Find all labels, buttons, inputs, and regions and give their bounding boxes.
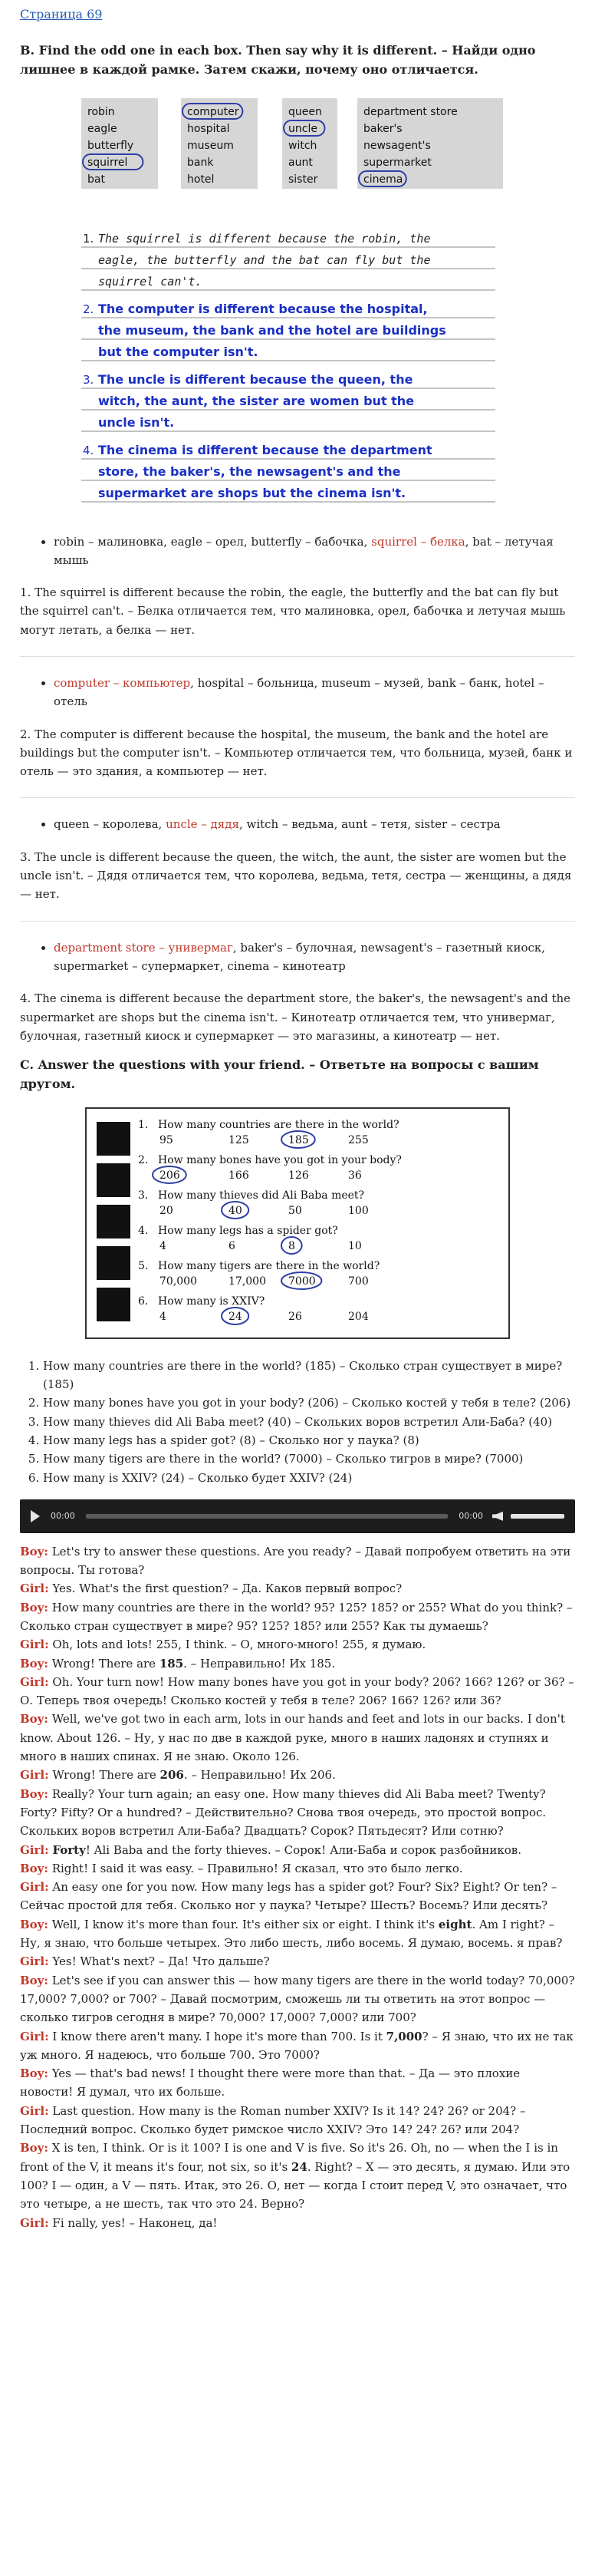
quiz-option: 255 [348, 1133, 369, 1146]
quiz-number: 1. [138, 1118, 149, 1131]
hand-answer-line: uncle isn't. [98, 414, 175, 430]
speaker-label: Girl: [20, 2103, 49, 2118]
vocabulary-item [54, 938, 575, 976]
divider [20, 921, 575, 922]
audio-time-end: 00:00 [459, 1510, 483, 1521]
quiz-option: 100 [348, 1204, 369, 1217]
dialogue-text: Oh, lots and lots! 255, I think. – О, много-много! 255, я думаю. [48, 1638, 426, 1652]
dialogue-text: Fi nally, yes! – Наконец, да! [48, 2215, 218, 2230]
quiz-option: 185 [288, 1133, 309, 1146]
box-word: witch [288, 139, 317, 152]
speaker-label: Girl: [20, 1880, 49, 1895]
quiz-option: 7000 [288, 1275, 316, 1288]
decor-spot [97, 1163, 130, 1197]
box-word: aunt [288, 156, 313, 169]
dialogue-line [20, 2214, 575, 2232]
page-link[interactable]: Страница 69 [20, 7, 103, 21]
speaker-label: Boy: [20, 1917, 48, 1931]
dialogue-text: . Am I right? – Ну, я знаю, что больше четырех. Это либо шесть, либо восемь. Я думаю, восемь. я прав? [20, 1917, 563, 1951]
speaker-label: Girl: [20, 1674, 49, 1689]
hand-answer-number: 4. [83, 443, 94, 457]
dialogue-answer: 206 [159, 1768, 184, 1783]
dialogue [20, 1542, 575, 2232]
vocabulary-item [54, 815, 575, 833]
vocabulary-list [20, 938, 575, 976]
quiz-question: How many is XXIV? [158, 1295, 265, 1308]
word-box [81, 98, 158, 189]
quiz-option: 26 [288, 1310, 302, 1323]
dialogue-text: Right! I said it was easy. – Правильно! Я сказал, что это было легко. [48, 1861, 463, 1875]
dialogue-text: Let's try to answer these questions. Are you ready? – Давай попробуем ответить на эти вопросы. Ты готова? [20, 1544, 571, 1578]
dialogue-line [20, 2102, 575, 2139]
divider [20, 797, 575, 798]
box-word: queen [288, 105, 322, 118]
vocab-highlight: department store – универмаг [54, 940, 233, 955]
hand-answer-number: 3. [83, 372, 94, 387]
dialogue-answer: 185 [159, 1656, 184, 1671]
dialogue-line [20, 1579, 575, 1598]
divider [20, 656, 575, 657]
quiz-question: How many countries are there in the world? [158, 1118, 399, 1131]
hand-answer-line: eagle, the butterfly and the bat can fly but the [98, 252, 431, 267]
dialogue-line [20, 1673, 575, 1710]
dialogue-line [20, 1766, 575, 1784]
box-word: supermarket [363, 156, 432, 169]
speaker-label: Girl: [20, 2215, 49, 2230]
quiz-option: 95 [159, 1133, 173, 1146]
speaker-label: Boy: [20, 1656, 48, 1671]
box-word: computer [187, 105, 239, 118]
box-word: museum [187, 139, 234, 152]
quiz-option: 700 [348, 1275, 369, 1288]
hand-answer-line: but the computer isn't. [98, 344, 258, 359]
dialogue-line [20, 2064, 575, 2102]
quiz-option: 10 [348, 1239, 362, 1252]
box-word: baker's [363, 122, 403, 135]
dialogue-line [20, 1878, 575, 1915]
speaker-label: Boy: [20, 2141, 48, 2155]
hand-answer [81, 232, 495, 290]
dialogue-line [20, 1971, 575, 2027]
dialogue-text: . – Неправильно! Их 206. [183, 1768, 336, 1783]
box-word: cinema [363, 173, 403, 186]
quiz-option: 126 [288, 1169, 309, 1182]
vocabulary-list [20, 815, 575, 833]
dialogue-line [20, 1710, 575, 1766]
box-word: sister [288, 173, 318, 186]
vocabulary-item [54, 533, 575, 570]
hand-answer-line: The computer is different because the hospital, [98, 301, 428, 316]
dialogue-text: . Right? – X — это десять, я думаю. Или это 100? I — один, а V — пять. Итак, это 26. О, нет — когда I стоит перед V, это означает, что это четыре, а не шесть, так что это 24. Верно? [20, 2159, 570, 2212]
hand-answer-number: 2. [83, 302, 94, 316]
hand-answer [81, 372, 495, 431]
quiz-question: How many thieves did Ali Baba meet? [158, 1189, 365, 1202]
quiz-option: 24 [228, 1310, 242, 1323]
vocab-highlight: squirrel – белка [371, 534, 465, 549]
box-word: squirrel [87, 156, 128, 169]
quiz-option: 4 [159, 1239, 166, 1252]
hand-answer-line: The squirrel is different because the robin, the [98, 231, 431, 246]
dialogue-text: Yes — that's bad news! I thought there were more than that. – Да — это плохие новости! Я думал, что их больше. [20, 2066, 521, 2099]
quiz-option: 36 [348, 1169, 362, 1182]
hand-answer-line: witch, the aunt, the sister are women but the [98, 393, 415, 408]
dialogue-line [20, 1542, 575, 1580]
hand-answer-number: 1. [83, 231, 94, 246]
quiz-option: 125 [228, 1133, 249, 1146]
box-word: hospital [187, 122, 230, 135]
dialogue-line [20, 2027, 575, 2065]
dialogue-text: Oh. Your turn now! How many bones have you got in your body? 206? 166? 126? or 36? – О. Теперь твоя очередь! Сколько костей у тебя в теле? 206? 166? 126? или 36? [20, 1674, 574, 1708]
quiz-option: 20 [159, 1204, 173, 1217]
section-c-heading: C. Answer the questions with your friend. – Ответьте на вопросы с вашим другом. [20, 1057, 539, 1091]
dialogue-text: Well, I know it's more than four. It's either six or eight. I think it's [48, 1917, 439, 1931]
vocab-text: queen – королева, [54, 817, 166, 832]
quiz-option: 40 [228, 1204, 242, 1217]
hand-answer [81, 443, 495, 502]
quiz-option: 50 [288, 1204, 302, 1217]
hand-answer [81, 302, 495, 361]
handwritten-answers-image [81, 229, 572, 520]
section-b-items [20, 533, 575, 1046]
box-word: uncle [288, 122, 317, 135]
hand-answer-line: The cinema is different because the department [98, 442, 432, 457]
question-item: 1. How many countries are there in the world? (185) – Сколько стран существует в мире? (185) [43, 1357, 575, 1394]
dialogue-line [20, 1598, 575, 1636]
vocabulary-item [54, 674, 575, 711]
audio-player [20, 1499, 575, 1533]
quiz-option: 4 [159, 1310, 166, 1323]
dialogue-text: Last question. How many is the Roman number XXIV? Is it 14? 24? 26? or 204? – Последний вопрос. Сколько будет римское число XXIV? Это 14? 24? 26? или 204? [20, 2103, 526, 2137]
speaker-label: Boy: [20, 2066, 48, 2081]
dialogue-text: Yes! What's next? – Да! Что дальше? [48, 1954, 270, 1969]
answer-paragraph: 4. The cinema is different because the department store, the baker's, the newsagent's and the supermarket are shops but the cinema isn't. – Кинотеатр отличается тем, что универмаг, булочная, газетный киоск и супермаркет — это магазины, а кинотеатр — нет. [20, 991, 571, 1043]
dialogue-line [20, 2139, 575, 2213]
question-item: 6. How many is XXIV? (24) – Сколько будет XXIV? (24) [43, 1469, 575, 1487]
speaker-label: Boy: [20, 1861, 48, 1875]
quiz-question: How many tigers are there in the world? [158, 1259, 380, 1272]
box-word: robin [87, 105, 115, 118]
dialogue-line [20, 1841, 575, 1859]
dialogue-text: An easy one for you now. How many legs has a spider got? Four? Six? Eight? Or ten? – Сейчас простой для тебя. Сколько ног у паука? Четыре? Шесть? Восемь? Или десять? [20, 1880, 557, 1913]
box-word: butterfly [87, 139, 134, 152]
hand-answer-line: supermarket are shops but the cinema isn't. [98, 485, 406, 500]
speaker-label: Girl: [20, 1954, 49, 1969]
quiz-option: 8 [288, 1239, 295, 1252]
hand-answer-line: store, the baker's, the newsagent's and the [98, 463, 401, 479]
dialogue-answer: Forty [52, 1842, 86, 1857]
volume-slider[interactable] [511, 1514, 564, 1519]
speaker-label: Girl: [20, 2029, 49, 2043]
vocab-text: , bat – летучая мышь [54, 534, 554, 567]
vocab-text: robin – малиновка, eagle – орел, butterfly – бабочка, [54, 534, 372, 549]
hand-answer-line: squirrel can't. [98, 274, 202, 289]
box-word: hotel [187, 173, 215, 186]
questions-list [20, 1357, 575, 1487]
dialogue-text: Yes. What's the first question? – Да. Каков первый вопрос? [48, 1582, 403, 1596]
question-item: 5. How many tigers are there in the world? (7000) – Сколько тигров в мире? (7000) [43, 1450, 575, 1468]
dialogue-text: ! Ali Baba and the forty thieves. – Сорок! Али-Баба и сорок разбойников. [85, 1842, 521, 1857]
audio-progress-slider[interactable] [86, 1514, 449, 1519]
word-box [282, 98, 337, 189]
dialogue-text: Wrong! There are [48, 1768, 160, 1783]
quiz-number: 5. [138, 1259, 149, 1272]
dialogue-line [20, 1859, 575, 1878]
decor-spot [97, 1246, 130, 1280]
decor-spot [97, 1122, 130, 1156]
quiz-question: How many bones have you got in your body? [158, 1153, 402, 1166]
speaker-label: Girl: [20, 1582, 49, 1596]
dialogue-text: Really? Your turn again; an easy one. How many thieves did Ali Baba meet? Twenty? Forty? Fifty? Or a hundred? – Действительно? Снова твоя очередь, это простой вопрос. Скольких воров встретил Али-Баба? Двадцать? Сорок? Пятьдесят? Или сотню? [20, 1786, 547, 1839]
speaker-label: Boy: [20, 1600, 48, 1615]
speaker-label: Girl: [20, 1768, 49, 1783]
dialogue-text: I know there aren't many. I hope it's more than 700. Is it [48, 2029, 386, 2043]
question-item: 4. How many legs has a spider got? (8) – Сколько ног у паука? (8) [43, 1431, 575, 1450]
speaker-label: Girl: [20, 1638, 49, 1652]
quiz-option: 70,000 [159, 1275, 197, 1288]
vocab-text: , witch – ведьма, aunt – тетя, sister – сестра [238, 817, 501, 832]
dialogue-line [20, 1785, 575, 1841]
speaker-label: Boy: [20, 1786, 48, 1801]
quiz-option: 166 [228, 1169, 249, 1182]
vocab-text: , hospital – больница, museum – музей, bank – банк, hotel – отель [54, 675, 544, 709]
answer-paragraph: 1. The squirrel is different because the robin, the eagle, the butterfly and the bat can fly but the squirrel can't. – Белка отличается тем, что малиновка, орел, бабочка и летучая мышь могут летать, а белка — нет. [20, 585, 566, 637]
hand-answer-line: The uncle is different because the queen, the [98, 371, 413, 387]
quiz-option: 206 [159, 1169, 180, 1182]
dialogue-answer: eight [438, 1917, 472, 1931]
decor-spot [97, 1205, 130, 1239]
quiz-option: 6 [228, 1239, 235, 1252]
speaker-label: Boy: [20, 1712, 48, 1727]
quiz-number: 6. [138, 1295, 149, 1308]
quiz-number: 2. [138, 1153, 149, 1166]
answer-paragraph: 2. The computer is different because the hospital, the museum, the bank and the hotel are buildings but the computer isn't. – Компьютер отличается тем, что больница, музей, банк и отель — это здания, а компьютер — нет. [20, 727, 573, 779]
dialogue-line [20, 1952, 575, 1971]
quiz-option: 17,000 [228, 1275, 266, 1288]
dialogue-text: . – Неправильно! Их 185. [183, 1656, 336, 1671]
dialogue-text: Wrong! There are [48, 1656, 159, 1671]
quiz-option: 204 [348, 1310, 369, 1323]
vocabulary-list [20, 674, 575, 711]
volume-icon[interactable] [492, 1512, 503, 1521]
box-word: bank [187, 156, 214, 169]
section-b-heading: B. Find the odd one in each box. Then say why it is different. – Найди одно лишнее в каждой рамке. Затем скажи, почему оно отличается. [20, 42, 536, 77]
hand-answer-line: the museum, the bank and the hotel are buildings [98, 322, 446, 338]
dialogue-answer: 24 [291, 2159, 307, 2174]
quiz-image [83, 1105, 512, 1343]
vocab-highlight: uncle – дядя [166, 817, 239, 832]
box-word: department store [363, 105, 458, 118]
dialogue-line [20, 1654, 575, 1673]
speaker-label: Boy: [20, 1973, 48, 1987]
speaker-label: Girl: [20, 1842, 49, 1857]
question-item: 3. How many thieves did Ali Baba meet? (40) – Скольких воров встретил Али-Баба? (40) [43, 1413, 575, 1431]
dialogue-text: ? – Я знаю, что их не так уж много. Я надеюсь, что больше 700. Это 7000? [20, 2029, 574, 2062]
vocab-text: , baker's – булочная, newsagent's – газетный киоск, supermarket – супермаркет, cinema – кинотеатр [54, 940, 546, 973]
word-box [181, 98, 258, 189]
vocabulary-list [20, 533, 575, 570]
dialogue-line [20, 1915, 575, 1953]
dialogue-line [20, 1635, 575, 1654]
quiz-question: How many legs has a spider got? [158, 1224, 338, 1237]
vocab-highlight: computer – компьютер [54, 675, 191, 690]
play-icon[interactable] [31, 1510, 40, 1522]
quiz-number: 3. [138, 1189, 149, 1202]
box-word: newsagent's [363, 139, 431, 152]
dialogue-text: X is ten, I think. Or is it 100? I is one and V is five. So it's 26. Oh, no — when the I is in front of the V, it means it's four, not six, so it's [20, 2141, 558, 2174]
dialogue-answer: 7,000 [386, 2029, 422, 2043]
word-box [357, 98, 503, 189]
box-word: bat [87, 173, 105, 186]
dialogue-text: How many countries are there in the world? 95? 125? 185? or 255? What do you think? – Сколько стран существует в мире? 95? 125? 185? или 255? Как ты думаешь? [20, 1600, 573, 1633]
quiz-number: 4. [138, 1224, 149, 1237]
speaker-label: Boy: [20, 1544, 48, 1558]
dialogue-text: Well, we've got two in each arm, lots in our hands and feet and lots in our backs. I don't know. About 126. – Ну, у нас по две в каждой руке, много в наших ладонях и ступнях и много в наших спинах. Я не знаю. Около 126. [20, 1712, 565, 1764]
answer-paragraph: 3. The uncle is different because the queen, the witch, the aunt, the sister are women but the uncle isn't. – Дядя отличается тем, что королева, ведьма, тетя, сестра — женщины, а дядя — нет. [20, 849, 572, 902]
decor-spot [97, 1288, 130, 1321]
dialogue-text: Let's see if you can answer this — how many tigers are there in the world today? 70,000? 17,000? 7,000? or 700? – Давай посмотрим, сможешь ли ты ответить на этот вопрос — сколько тигров сегодня в мире? 70,000? 17,000? 7,000? или 700? [20, 1973, 575, 2025]
box-word: eagle [87, 122, 117, 135]
word-boxes-image [81, 91, 511, 213]
question-item: 2. How many bones have you got in your body? (206) – Сколько костей у тебя в теле? (206) [43, 1394, 575, 1412]
audio-time-start: 00:00 [51, 1510, 75, 1521]
